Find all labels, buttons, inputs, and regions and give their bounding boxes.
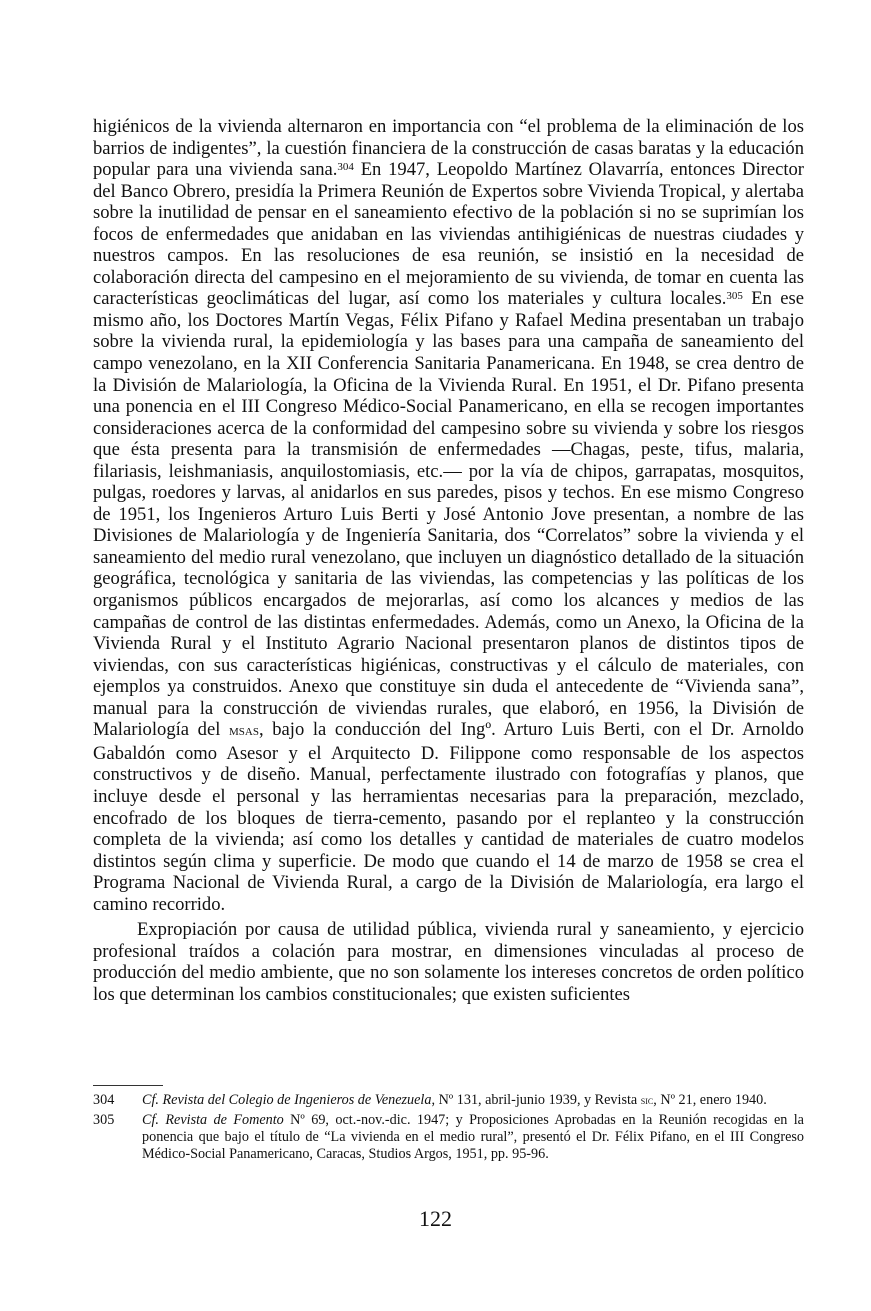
footnote-separator xyxy=(93,1085,163,1086)
paragraph-text: higiénicos de la vivienda alternaron en importancia con “el problema de la eliminación de los barrios de indigentes”, la cuestión financiera de la construcción de casas baratas y la educación popular para una vivienda sana. xyxy=(93,116,804,181)
paragraph-2: Expropiación por causa de utilidad pública, vivienda rural y saneamiento, y ejercicio profesional traídos a colación para mostrar, en dimensiones vinculadas al proceso de producción del medio ambiente, que no son solamente los intereses concretos de orden político los que determinan los cambios constitucionales; que existen suficientes xyxy=(93,919,804,1005)
footnote-body: , Nº 131, abril-junio 1939, y Revista xyxy=(431,1092,641,1108)
footnote-ref-305[interactable]: 305 xyxy=(726,290,743,303)
paragraph-1 xyxy=(93,116,804,915)
page-number: 122 xyxy=(419,1206,452,1231)
footnote-body: , Nº 21, enero 1940. xyxy=(653,1092,767,1108)
footnote-number: 304 xyxy=(93,1092,115,1108)
footnotes xyxy=(93,1092,804,1166)
footnote-title: Cf. Revista del Colegio de Ingenieros de Venezuela xyxy=(142,1092,432,1108)
acronym-sic: sic xyxy=(640,1093,654,1107)
footnote-number: 305 xyxy=(93,1112,115,1128)
acronym-msas: msas xyxy=(229,723,259,740)
paragraph-text: En ese mismo año, los Doctores Martín Vegas, Félix Pifano y Rafael Medina presentaban un trabajo sobre la vivienda rural, la epidemiología y las bases para una campaña de saneamiento del campo venezolano, en la XII Conferencia Sanitaria Panamericana. En 1948, se crea dentro de la División de Malariología, la Oficina de la Vivienda Rural. En 1951, el Dr. Pifano presenta una ponencia en el III Congreso Médico-Social Panamericano, en ella se recogen importantes consideraciones acerca de la conformidad del campesino sobre su vivienda y sobre los riesgos que ésta presenta para la transmisión de enfermedades —Chagas, peste, tifus, malaria, filariasis, leishmaniasis, anquilostomiasis, etc.— por la vía de chipos, garrapatas, mosquitos, pulgas, roedores y larvas, al anidarlos en sus paredes, pisos y techos. En ese mismo Congreso de 1951, los Ingenieros Arturo Luis Berti y José Antonio Jove presentan, a nombre de las Divisiones de Malariología y de Ingeniería Sanitaria, dos “Correlatos” sobre la vivienda y el saneamiento del medio rural venezolano, que incluyen un diagnóstico detallado de la situación geográfica, tecnológica y sanitaria de las viviendas, las competencias y las políticas de los organismos públicos encargados de mejorarlas, así como los alcances y medios de las campañas de control de las distintas enfermedades. Además, como un Anexo, la Oficina de la Vivienda Rural y el Instituto Agrario Nacional presentaron planos de distintos tipos de viviendas, con sus características higiénicas, constructivas y el cálculo de materiales, con ejemplos ya construidos. Anexo que constituye sin duda el antecedente de “Vivienda sana”, manual para la construcción de viviendas rurales, que elaboró, en 1956, la División de Malariología del xyxy=(93,288,804,741)
paragraph-text: , bajo la conducción del Ingº. Arturo Luis Berti, con el Dr. Arnoldo Gabaldón como Asesor y el Arquitecto D. Filippone como responsable de los aspectos constructivos y de diseño. Manual, perfectamente ilustrado con fotografías y planos, que incluye desde el personal y las herramientas necesarias para la preparación, mezclado, encofrado de los bloques de tierra-cemento, pasando por el replanteo y la construcción completa de la vivienda; así como los detalles y cantidad de materiales de cuatro modelos distintos según clima y superficie. De modo que cuando el 14 de marzo de 1958 se crea el Programa Nacional de Vivienda Rural, a cargo de la División de Malariología, era largo el camino recorrido. xyxy=(93,719,804,915)
footnote-305 xyxy=(93,1112,804,1163)
paragraph-text: En 1947, Leopoldo Martínez Olavarría, entonces Director del Banco Obrero, presidía la Primera Reunión de Expertos sobre Vivienda Tropical, y alertaba sobre la inutilidad de pensar en el saneamiento efectivo de la población si no se suprimían los focos de enfermedades que anidaban en las viviendas antihigiénicas de nuestras ciudades y nuestros campos. En las resoluciones de esa reunión, se insistió en la necesidad de colaboración directa del campesino en el mejoramiento de su vivienda, de tomar en cuenta las características geoclimáticas del lugar, así como los materiales y cultura locales. xyxy=(93,159,804,310)
footnote-title: Cf. Revista de Fomento xyxy=(142,1112,284,1128)
footnote-ref-304[interactable]: 304 xyxy=(337,161,354,174)
footnote-body: Nº 69, oct.-nov.-dic. 1947; y Proposiciones Aprobadas en la Reunión recogidas en la ponencia que bajo el título de “La vivienda en el medio rural”, presentó el Dr. Félix Pifano, en el III Congreso Médico-Social Panamericano, Caracas, Studios Argos, 1951, pp. 95-96. xyxy=(142,1112,804,1162)
page-body xyxy=(93,116,804,1005)
footnote-text xyxy=(142,1112,804,1163)
footnote-text xyxy=(142,1092,804,1109)
footnote-304 xyxy=(93,1092,804,1109)
